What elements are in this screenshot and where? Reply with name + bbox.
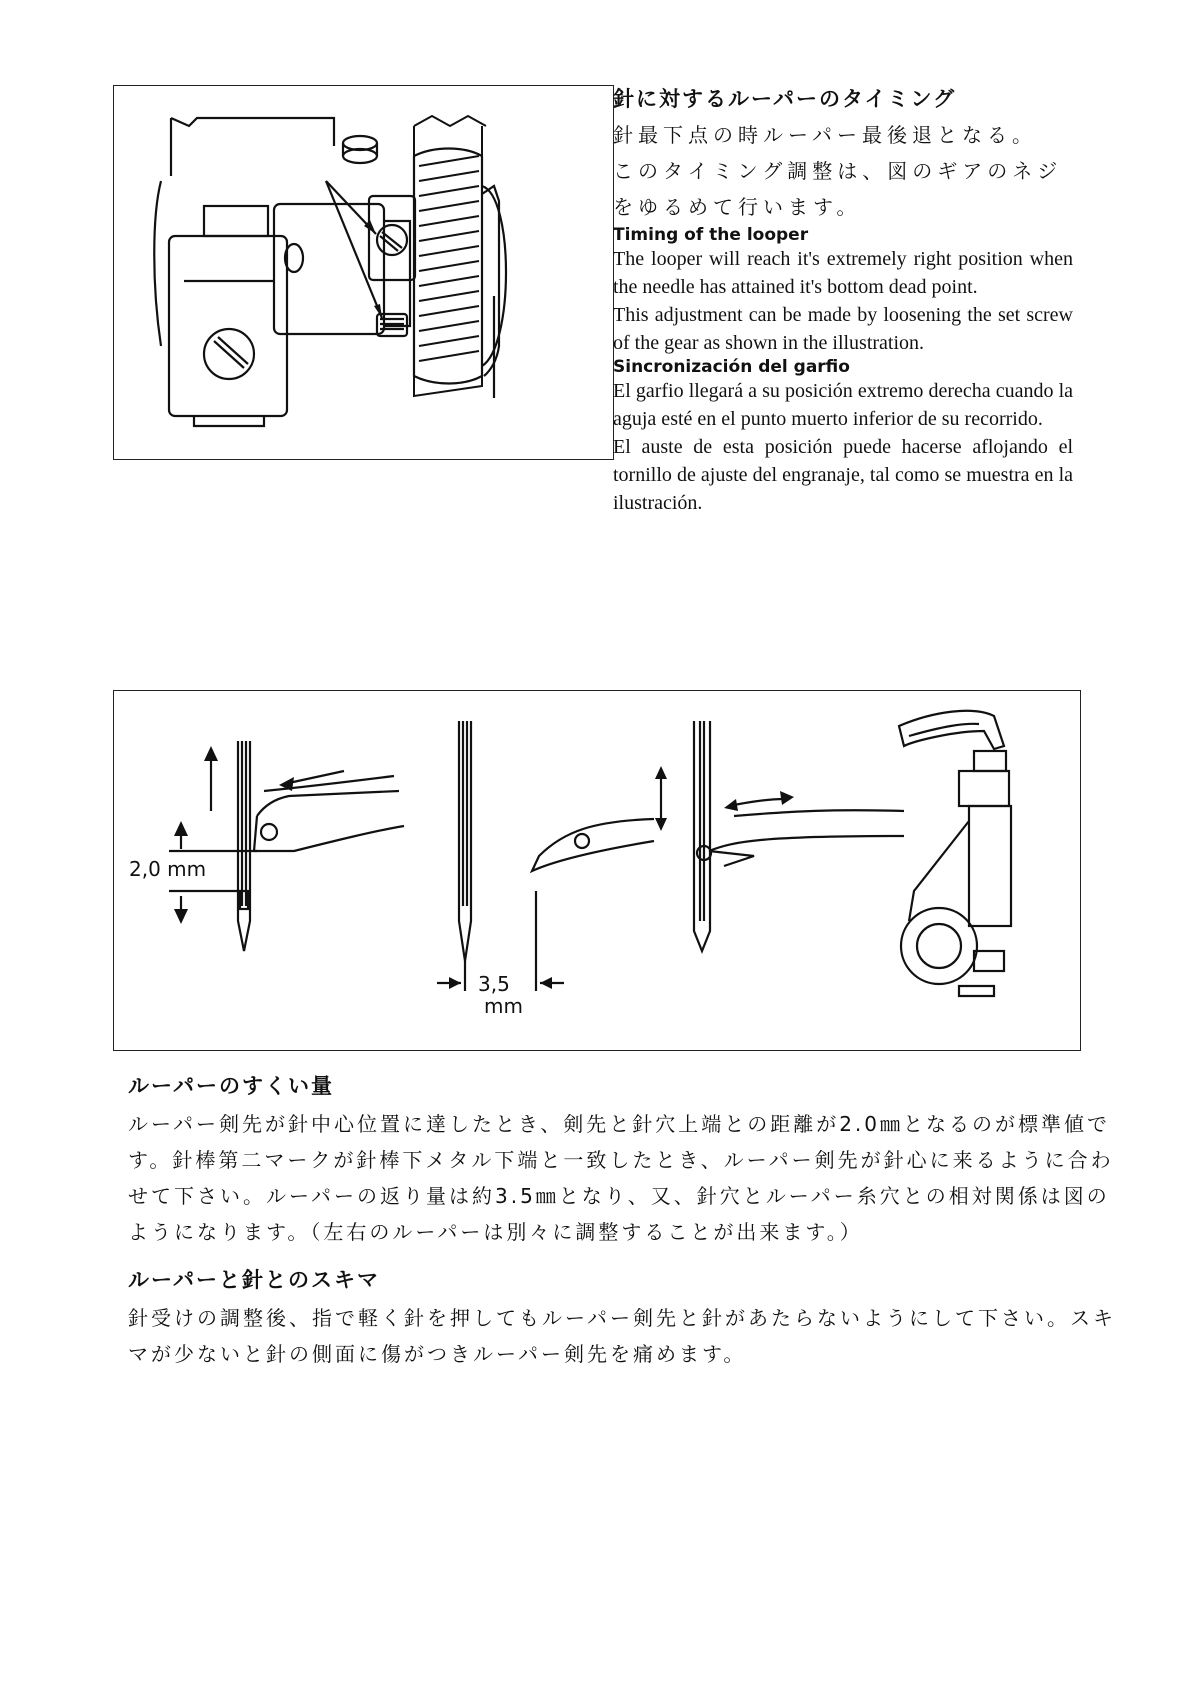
dim-label-35-unit: mm xyxy=(484,994,523,1018)
dim-label-35-number: 3,5 xyxy=(478,972,510,996)
en-timing-title: Timing of the looper xyxy=(613,225,809,245)
en-timing-paragraph-2: This adjustment can be made by loosening the set screw of the gear as shown in the illustration. xyxy=(613,304,1073,354)
es-timing-title: Sincronización del garfio xyxy=(613,357,850,377)
jp-timing-line-1: 針最下点の時ルーパー最後退となる。 xyxy=(613,123,1037,147)
gear-drawing xyxy=(114,86,613,459)
looper-needle-drawing xyxy=(114,691,1080,1050)
dim-label-2mm: 2,0 mm xyxy=(129,857,207,881)
en-timing-paragraph-1: The looper will reach it's extremely right position when the needle has attained it's bottom dead point. xyxy=(613,248,1073,298)
jp-timing-line-2: このタイミング調整は、図のギアのネジ xyxy=(613,159,1063,183)
gear-illustration xyxy=(113,85,614,460)
section1-title: ルーパーのすくい量 xyxy=(128,1074,334,1098)
es-timing-paragraph-1: El garfio llegará a su posición extremo derecha cuando la aguja esté en el punto muerto inferior de su recorrido. xyxy=(613,380,1073,430)
section1-body: ルーパー剣先が針中心位置に達したとき、剣先と針穴上端との距離が2.0㎜となるのが標準値です。針棒第二マークが針棒下メタル下端と一致したとき、ルーパー剣先が針心に来るように合わせて下さい。ルーパーの返り量は約3.5㎜となり、又、針穴とルーパー糸穴との相対関係は図のようになります。（左右のルーパーは別々に調整することが出来ます。） xyxy=(128,1112,1114,1244)
timing-text-column xyxy=(613,83,1073,517)
section2-body: 針受けの調整後、指で軽く針を押してもルーパー剣先と針があたらないようにして下さい。スキマが少ないと針の側面に傷がつきルーパー剣先を痛めます。 xyxy=(128,1306,1116,1366)
looper-needle-illustration xyxy=(113,690,1081,1051)
section2-title: ルーパーと針とのスキマ xyxy=(128,1268,380,1292)
jp-timing-line-3: をゆるめて行います。 xyxy=(613,195,862,219)
looper-adjustment-text xyxy=(128,1070,1118,1386)
es-timing-paragraph-2: El auste de esta posición puede hacerse aflojando el tornillo de ajuste del engranaje, tal como se muestra en la ilustración. xyxy=(613,436,1073,514)
jp-timing-title: 針に対するルーパーのタイミング xyxy=(613,87,957,111)
